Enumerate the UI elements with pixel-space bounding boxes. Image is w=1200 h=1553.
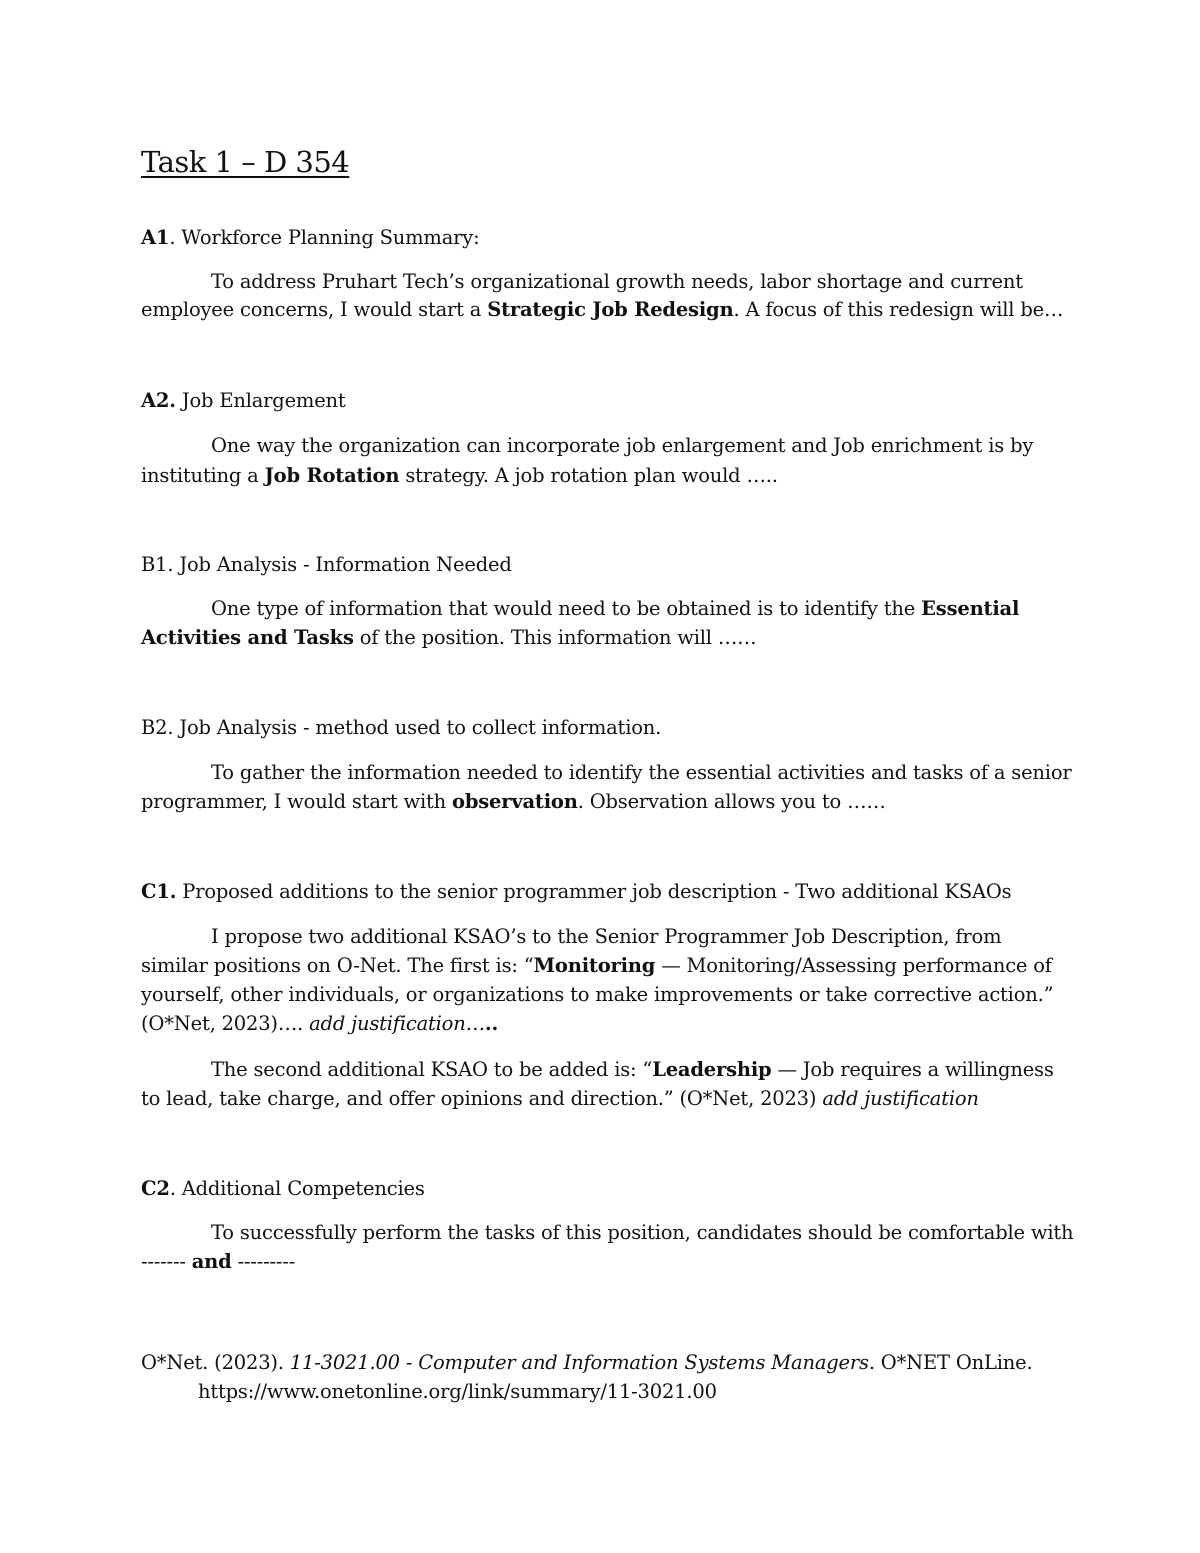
section-a1-text-line2 (141, 298, 1063, 322)
text-run: employee concerns, I would start a (141, 298, 488, 321)
text-run: . A focus of this redesign will be… (733, 298, 1064, 321)
text-run: — Monitoring/Assessing performance of (655, 954, 1052, 977)
section-c1-p2-line2 (141, 1087, 979, 1111)
add-justification-note: add justification (822, 1087, 979, 1110)
text-run: — Job requires a willingness (771, 1058, 1054, 1081)
text-run: ------- (141, 1250, 192, 1273)
section-b2-text-line1: To gather the information needed to identify the essential activities and tasks of a senior (211, 761, 1072, 784)
reference-url[interactable]: https://www.onetonline.org/link/summary/11-3021.00 (198, 1380, 717, 1403)
section-c1-p1-line3: yourself, other individuals, or organizations to make improvements or take corrective action.” (141, 983, 1054, 1006)
emphasis-essential: Essential (921, 597, 1020, 620)
emphasis-observation: observation (452, 790, 578, 813)
section-a2-text-line1: One way the organization can incorporate job enlargement and Job enrichment is by (211, 434, 1034, 457)
section-c1-p2-line1 (211, 1058, 1054, 1082)
section-a2-title: Job Enlargement (175, 389, 346, 412)
text-run: programmer, I would start with (141, 790, 453, 813)
emphasis-strategic-job-redesign: Strategic Job Redesign (487, 298, 734, 321)
section-a2-label: A2. (141, 389, 176, 412)
section-b2-text-line2 (141, 790, 886, 814)
section-a2-text-line2 (141, 464, 778, 488)
text-run: strategy. A job rotation plan would ….. (399, 464, 778, 487)
section-b1-text-line1 (211, 597, 1019, 621)
section-c1-p1-line4 (141, 1012, 498, 1036)
text-run: instituting a (141, 464, 265, 487)
section-c2-heading (141, 1177, 425, 1201)
section-a1-heading (141, 226, 479, 250)
text-run: of the position. This information will …… (353, 626, 757, 649)
text-run: O*Net. (2023). (141, 1351, 290, 1374)
section-a1-title: . Workforce Planning Summary: (169, 226, 480, 249)
section-a1-text-line1: To address Pruhart Tech’s organizational growth needs, labor shortage and current (211, 270, 1023, 293)
section-b2-heading: B2. Job Analysis - method used to collect information. (141, 716, 662, 739)
reference-title: 11-3021.00 - Computer and Information Systems Managers (289, 1351, 869, 1374)
section-c2-title: . Additional Competencies (169, 1177, 425, 1200)
emphasis-activities-and-tasks: Activities and Tasks (141, 626, 354, 649)
section-c1-p1-line1: I propose two additional KSAO’s to the Senior Programmer Job Description, from (211, 925, 1002, 948)
section-c2-text-line2 (141, 1250, 295, 1274)
section-c2-label: C2 (141, 1177, 170, 1200)
emphasis-job-rotation: Job Rotation (264, 464, 400, 487)
text-run: . Observation allows you to …… (577, 790, 886, 813)
emphasis-leadership: Leadership (652, 1058, 772, 1081)
emphasis-monitoring: Monitoring (533, 954, 656, 977)
reference-entry (141, 1351, 1032, 1375)
text-run: (O*Net, 2023)…. (141, 1012, 310, 1035)
add-justification-note: add justification… (309, 1012, 485, 1035)
section-c1-p1-line2 (141, 954, 1052, 978)
text-run: One type of information that would need to be obtained is to identify the (211, 597, 922, 620)
section-a2-heading (141, 389, 346, 413)
text-run: .. (484, 1012, 499, 1035)
text-run: --------- (231, 1250, 296, 1273)
section-b1-heading: B1. Job Analysis - Information Needed (141, 553, 512, 576)
text-run: The second additional KSAO to be added is: “ (211, 1058, 653, 1081)
text-run: to lead, take charge, and offer opinions and direction.” (O*Net, 2023) (141, 1087, 823, 1110)
text-run: similar positions on O-Net. The first is: “ (141, 954, 534, 977)
document-title: Task 1 – D 354 (141, 145, 350, 179)
section-b1-text-line2 (141, 626, 756, 650)
section-c2-text-line1: To successfully perform the tasks of this position, candidates should be comfortable with (211, 1221, 1074, 1244)
emphasis-and: and (191, 1250, 232, 1273)
section-c1-title: Proposed additions to the senior programmer job description - Two additional KSAOs (176, 880, 1012, 903)
section-a1-label: A1 (141, 226, 170, 249)
section-c1-heading (141, 880, 1011, 904)
text-run: . O*NET OnLine. (868, 1351, 1033, 1374)
section-c1-label: C1. (141, 880, 177, 903)
